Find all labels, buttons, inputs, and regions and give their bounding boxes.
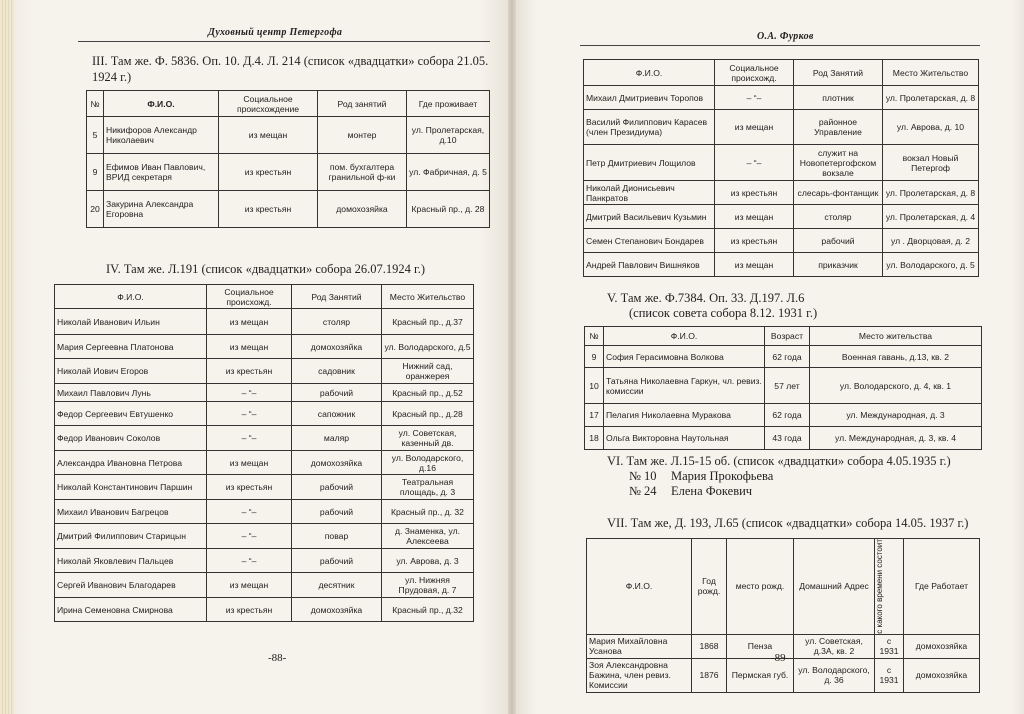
table-cell: столяр bbox=[292, 309, 382, 335]
table-cell: из мещан bbox=[207, 309, 292, 335]
table-cell: ул . Дворцовая, д. 2 bbox=[883, 229, 979, 253]
section-5-heading-line2: (список совета собора 8.12. 1931 г.) bbox=[629, 306, 818, 320]
col-header: Род занятий bbox=[318, 91, 407, 117]
col-header: Место Жительство bbox=[382, 285, 474, 309]
table-cell: из крестьян bbox=[207, 359, 292, 384]
table-cell: Николай Яковлевич Пальцев bbox=[55, 549, 207, 573]
col-header: Год рожд. bbox=[692, 539, 727, 635]
table-cell: слесарь-фонтанщик bbox=[794, 181, 883, 205]
table-cell: из мещан bbox=[715, 205, 794, 229]
table-cell: служит на Новопетергофском вокзале bbox=[794, 145, 883, 181]
table-cell: ул. Нижняя Прудовая, д. 7 bbox=[382, 573, 474, 598]
table-cell: домохозяйка bbox=[292, 335, 382, 359]
table-cell: Красный пр., д. 32 bbox=[382, 500, 474, 524]
table-cell: ул. Пролетарская, д. 8 bbox=[883, 181, 979, 205]
table-cell: Никифоров Александр Николаевич bbox=[104, 117, 219, 154]
table-cell: ул. Пролетарская, д. 8 bbox=[883, 86, 979, 110]
col-header: Род Занятий bbox=[794, 60, 883, 86]
table-cell: рабочий bbox=[292, 549, 382, 573]
table-cell: 17 bbox=[585, 404, 604, 427]
table-cell: Красный пр., д.37 bbox=[382, 309, 474, 335]
table-cell: Красный пр., д.52 bbox=[382, 384, 474, 402]
table-header-row bbox=[87, 91, 490, 117]
table-cell: ул. Пролетарская, д.10 bbox=[407, 117, 490, 154]
table-cell: Федор Сергеевич Евтушенко bbox=[55, 402, 207, 426]
table-cell: 9 bbox=[585, 346, 604, 368]
table-cell: Семен Степанович Бондарев bbox=[584, 229, 715, 253]
col-header: № bbox=[585, 327, 604, 346]
table-row bbox=[87, 154, 490, 191]
table-cell: Михаил Иванович Багрецов bbox=[55, 500, 207, 524]
right-running-head: О.А. Фурков bbox=[757, 31, 814, 42]
table-row bbox=[584, 145, 979, 181]
col-header: Социальное происхожд. bbox=[715, 60, 794, 86]
table-cell: Николай Константинович Паршин bbox=[55, 475, 207, 500]
table-cell: ул. Пролетарская, д. 4 bbox=[883, 205, 979, 229]
page-edges bbox=[0, 0, 14, 714]
table-row bbox=[585, 346, 982, 368]
table-cell: из крестьян bbox=[219, 191, 318, 228]
col-header: Ф.И.О. bbox=[587, 539, 692, 635]
table-cell: пом. бухгалтера гранильной ф-ки bbox=[318, 154, 407, 191]
table-cell: домохозяйка bbox=[904, 634, 980, 658]
table-cell: Пермская губ. bbox=[727, 658, 794, 692]
table-header-row bbox=[585, 327, 982, 346]
table-cell: – “– bbox=[207, 426, 292, 451]
section-6-item bbox=[629, 483, 929, 499]
table-cell: 1868 bbox=[692, 634, 727, 658]
table-cell: 18 bbox=[585, 427, 604, 450]
table-cell: из мещан bbox=[715, 253, 794, 277]
table-cell: Мария Сергеевна Платонова bbox=[55, 335, 207, 359]
table-cell: с 1931 bbox=[875, 658, 904, 692]
table-header-row bbox=[55, 285, 474, 309]
item-number: № 10 bbox=[629, 469, 657, 483]
table-row bbox=[55, 475, 474, 500]
table-cell: плотник bbox=[794, 86, 883, 110]
table-cell: Ирина Семеновна Смирнова bbox=[55, 598, 207, 622]
col-header: Социальное происхожд. bbox=[207, 285, 292, 309]
table-row bbox=[55, 500, 474, 524]
table-cell: – “– bbox=[207, 524, 292, 549]
table-cell: столяр bbox=[794, 205, 883, 229]
table-header-row bbox=[587, 539, 980, 635]
table-cell: Пелагия Николаевна Муракова bbox=[604, 404, 765, 427]
table-cell: монтер bbox=[318, 117, 407, 154]
table-cell: Николай Иванович Ильин bbox=[55, 309, 207, 335]
table-cell: Пенза bbox=[727, 634, 794, 658]
right-header-rule bbox=[580, 45, 980, 46]
section-3-table bbox=[86, 90, 490, 228]
table-cell: ул. Володарского, д. 4, кв. 1 bbox=[810, 368, 982, 404]
table-cell: Дмитрий Филиппович Старицын bbox=[55, 524, 207, 549]
table-cell: маляр bbox=[292, 426, 382, 451]
col-header: Ф.И.О. bbox=[604, 327, 765, 346]
book-spine bbox=[508, 0, 516, 714]
table-cell: из крестьян bbox=[207, 475, 292, 500]
table-cell: домохозяйка bbox=[292, 598, 382, 622]
item-name: Мария Прокофьева bbox=[671, 469, 774, 483]
table-cell: из мещан bbox=[715, 110, 794, 145]
table-cell: ул. Володарского, д. 5 bbox=[883, 253, 979, 277]
table-cell: 43 года bbox=[765, 427, 810, 450]
table-cell: – “– bbox=[207, 500, 292, 524]
table-cell: ул. Володарского, д.16 bbox=[382, 451, 474, 475]
table-cell: Дмитрий Васильевич Кузьмин bbox=[584, 205, 715, 229]
table-cell: рабочий bbox=[292, 384, 382, 402]
table-cell: 1876 bbox=[692, 658, 727, 692]
table-row bbox=[585, 368, 982, 404]
table-row bbox=[584, 205, 979, 229]
table-cell: 5 bbox=[87, 117, 104, 154]
left-running-head: Духовный центр Петергофа bbox=[208, 27, 343, 38]
col-header: № bbox=[87, 91, 104, 117]
table-cell: рабочий bbox=[292, 500, 382, 524]
section-4-heading: IV. Там же. Л.191 (список «двадцатки» собора 26.07.1924 г.) bbox=[106, 262, 426, 276]
table-cell: Николай Дионисьевич Панкратов bbox=[584, 181, 715, 205]
table-cell: из крестьян bbox=[219, 154, 318, 191]
col-header: Род Занятий bbox=[292, 285, 382, 309]
table-cell: рабочий bbox=[292, 475, 382, 500]
table-row bbox=[584, 253, 979, 277]
table-cell: домохозяйка bbox=[318, 191, 407, 228]
table-cell: 20 bbox=[87, 191, 104, 228]
table-row bbox=[55, 451, 474, 475]
table-cell: ул. Володарского, д.5 bbox=[382, 335, 474, 359]
left-header-rule bbox=[78, 41, 490, 42]
table-cell: Ольга Викторовна Наутольная bbox=[604, 427, 765, 450]
col-header: место рожд. bbox=[727, 539, 794, 635]
table-cell: Петр Дмитриевич Лощилов bbox=[584, 145, 715, 181]
table-cell: Военная гавань, д.13, кв. 2 bbox=[810, 346, 982, 368]
table-cell: ул. Советская, д.3А, кв. 2 bbox=[794, 634, 875, 658]
table-cell: из мещан bbox=[219, 117, 318, 154]
table-cell: 62 года bbox=[765, 346, 810, 368]
table-cell: – “– bbox=[715, 86, 794, 110]
section-6-heading: VI. Там же. Л.15-15 об. (список «двадцатки» собора 4.05.1935 г.) bbox=[607, 454, 951, 468]
table-row bbox=[584, 110, 979, 145]
table-cell: с 1931 bbox=[875, 634, 904, 658]
table-cell: Андрей Павлович Вишняков bbox=[584, 253, 715, 277]
table-cell: 9 bbox=[87, 154, 104, 191]
col-header: Где проживает bbox=[407, 91, 490, 117]
table-cell: Театральная площадь, д. 3 bbox=[382, 475, 474, 500]
table-cell: десятник bbox=[292, 573, 382, 598]
table-cell: ул. Международная, д. 3 bbox=[810, 404, 982, 427]
section-7-heading: VII. Там же, Д. 193, Л.65 (список «двадцатки» собора 14.05. 1937 г.) bbox=[607, 516, 969, 530]
right-page-number: -89- bbox=[771, 652, 790, 664]
col-header: Ф.И.О. bbox=[104, 91, 219, 117]
table-cell: ул. Фабричная, д. 5 bbox=[407, 154, 490, 191]
table-row bbox=[55, 426, 474, 451]
table-cell: – “– bbox=[207, 549, 292, 573]
col-header: Социальное происхождение bbox=[219, 91, 318, 117]
table-cell: ул. Аврова, д. 10 bbox=[883, 110, 979, 145]
table-cell: Василий Филиппович Карасев (член Президиума) bbox=[584, 110, 715, 145]
col-header: Место жительства bbox=[810, 327, 982, 346]
table-row bbox=[87, 117, 490, 154]
table-row bbox=[584, 181, 979, 205]
table-cell: садовник bbox=[292, 359, 382, 384]
table-cell: Федор Иванович Соколов bbox=[55, 426, 207, 451]
item-name: Елена Фокевич bbox=[671, 484, 753, 498]
table-cell: из мещан bbox=[207, 335, 292, 359]
col-header-vertical bbox=[875, 539, 904, 635]
table-cell: Михаил Дмитриевич Торопов bbox=[584, 86, 715, 110]
table-row bbox=[55, 384, 474, 402]
table-cell: вокзал Новый Петергоф bbox=[883, 145, 979, 181]
table-cell: из крестьян bbox=[207, 598, 292, 622]
table-row bbox=[55, 573, 474, 598]
table-cell: – “– bbox=[207, 384, 292, 402]
table-row bbox=[584, 229, 979, 253]
table-cell: 10 bbox=[585, 368, 604, 404]
table-cell: Мария Михайловна Усанова bbox=[587, 634, 692, 658]
vertical-header-text: с какого времени состоит bbox=[875, 539, 884, 634]
table-row bbox=[55, 524, 474, 549]
table-cell: Николай Иович Егоров bbox=[55, 359, 207, 384]
table-cell: София Герасимовна Волкова bbox=[604, 346, 765, 368]
table-cell: д. Знаменка, ул. Алексеева bbox=[382, 524, 474, 549]
table-row bbox=[55, 309, 474, 335]
table-cell: Михаил Павлович Лунь bbox=[55, 384, 207, 402]
table-cell: сапожник bbox=[292, 402, 382, 426]
section-5-table bbox=[584, 326, 982, 450]
section-4-table bbox=[54, 284, 474, 622]
section-6-item bbox=[629, 468, 929, 484]
table-cell: районное Управление bbox=[794, 110, 883, 145]
table-row bbox=[55, 402, 474, 426]
table-cell: Ефимов Иван Павлович, ВРИД секретаря bbox=[104, 154, 219, 191]
table-cell: из мещан bbox=[207, 573, 292, 598]
table-cell: Нижний сад, оранжерея bbox=[382, 359, 474, 384]
table-row bbox=[55, 359, 474, 384]
table-cell: ул. Международная, д. 3, кв. 4 bbox=[810, 427, 982, 450]
section-5-heading-line1: V. Там же. Ф.7384. Оп. 33. Д.197. Л.6 bbox=[607, 291, 805, 305]
col-header: Домашний Адрес bbox=[794, 539, 875, 635]
table-cell: ул. Володарского, д. 36 bbox=[794, 658, 875, 692]
table-row bbox=[585, 427, 982, 450]
table-cell: из крестьян bbox=[715, 181, 794, 205]
table-cell: Красный пр., д. 28 bbox=[407, 191, 490, 228]
table-cell: 57 лет bbox=[765, 368, 810, 404]
table-cell: ул. Аврова, д. 3 bbox=[382, 549, 474, 573]
table-row bbox=[87, 191, 490, 228]
table-cell: Сергей Иванович Благодарев bbox=[55, 573, 207, 598]
table-cell: из крестьян bbox=[715, 229, 794, 253]
continued-table bbox=[583, 59, 979, 277]
table-cell: Красный пр., д.32 bbox=[382, 598, 474, 622]
table-row bbox=[55, 549, 474, 573]
table-cell: домохозяйка bbox=[292, 451, 382, 475]
table-row bbox=[55, 335, 474, 359]
table-row bbox=[55, 598, 474, 622]
section-7-table bbox=[586, 538, 980, 693]
table-cell: Татьяна Николаевна Гаркун, чл. ревиз. комиссии bbox=[604, 368, 765, 404]
left-page-number: -88- bbox=[268, 652, 287, 664]
col-header: Возраст bbox=[765, 327, 810, 346]
table-cell: Зоя Александровна Бажина, член ревиз. Комиссии bbox=[587, 658, 692, 692]
table-cell: домохозяйка bbox=[904, 658, 980, 692]
table-cell: Александра Ивановна Петрова bbox=[55, 451, 207, 475]
table-cell: приказчик bbox=[794, 253, 883, 277]
col-header: Место Жительство bbox=[883, 60, 979, 86]
table-cell: ул. Советская, казенный дв. bbox=[382, 426, 474, 451]
table-cell: Красный пр., д.28 bbox=[382, 402, 474, 426]
table-cell: повар bbox=[292, 524, 382, 549]
table-cell: – “– bbox=[207, 402, 292, 426]
col-header: Ф.И.О. bbox=[584, 60, 715, 86]
table-cell: – “– bbox=[715, 145, 794, 181]
col-header: Ф.И.О. bbox=[55, 285, 207, 309]
table-cell: из мещан bbox=[207, 451, 292, 475]
table-header-row bbox=[584, 60, 979, 86]
item-number: № 24 bbox=[629, 484, 657, 498]
table-row bbox=[585, 404, 982, 427]
table-row bbox=[584, 86, 979, 110]
table-cell: рабочий bbox=[794, 229, 883, 253]
table-cell: 62 года bbox=[765, 404, 810, 427]
table-cell: Закурина Александра Егоровна bbox=[104, 191, 219, 228]
section-3-heading: III. Там же. Ф. 5836. Оп. 10. Д.4. Л. 214 (список «двадцатки» собора 21.05. 1924 г.) bbox=[92, 54, 489, 84]
col-header: Где Работает bbox=[904, 539, 980, 635]
